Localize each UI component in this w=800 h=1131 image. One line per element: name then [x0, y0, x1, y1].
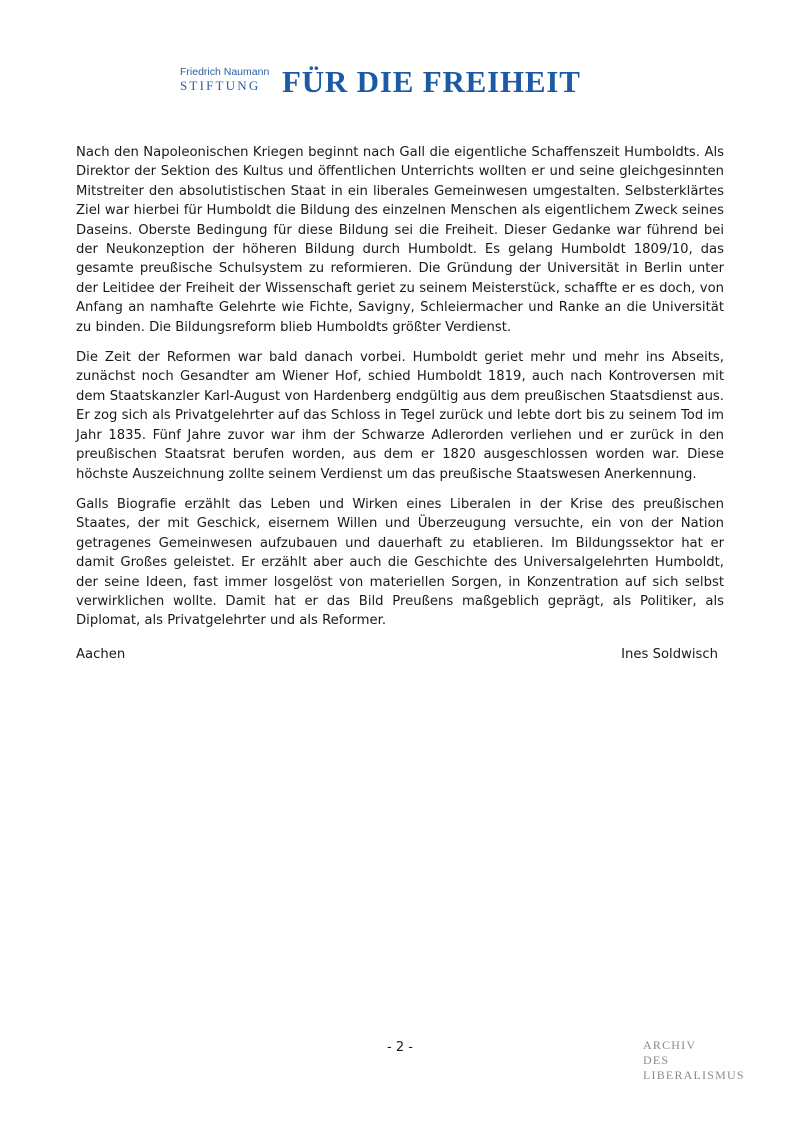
paragraph-3: Galls Biografie erzählt das Leben und Wirken eines Liberalen in der Krise des preußischen Staates, der mit Geschick, eisernem Willen und Überzeugung versuchte, ein von der Nation getragenes Gemeinwesen aufzubauen und dauerhaft zu etablieren. Im Bildungssektor hat er damit Großes geleistet. Er erzählt aber auch die Geschichte des Universalgelehrten Humboldt, der seine Ideen, fast immer losgelöst von materiellen Sorgen, in Konzentration auf sich selbst verwirklichen wollte. Damit hat er das Bild Preußens maßgeblich geprägt, als Politiker, als Diplomat, als Privatgelehrter und als Reformer.	[76, 496, 724, 629]
paragraph-2: Die Zeit der Reformen war bald danach vorbei. Humboldt geriet mehr und mehr ins Abseits, zunächst noch Gesandter am Wiener Hof, schied Humboldt 1819, auch nach Kontroversen mit dem Staatskanzler Karl-August von Hardenberg endgültig aus dem preußischen Staatsdienst aus. Er zog sich als Privatgelehrter auf das Schloss in Tegel zurück und lebte dort bis zu seinem Tod im Jahr 1835. Fünf Jahre zuvor war ihm der Schwarze Adlerorden verliehen und er zurück in den preußischen Staatsrat berufen worden, aus dem er 1820 ausgeschlossen worden war. Diese höchste Auszeichnung zollte seinem Verdienst um das preußische Staatswesen Anerkennung.	[76, 350, 724, 482]
archive-line-2: DES	[643, 1053, 670, 1067]
page-number: - 2 -	[387, 1040, 413, 1055]
document-body	[76, 143, 724, 664]
logo-main-text: FÜR DIE FREIHEIT	[282, 64, 581, 99]
logo-line-2: STIFTUNG	[180, 78, 261, 93]
signature-line	[76, 645, 724, 664]
logo-foundation-name	[180, 66, 276, 93]
logo-line-1: Friedrich Naumann	[180, 66, 270, 78]
archive-line-3: LIBERALISMUS	[643, 1068, 745, 1082]
archive-line-1: ARCHIV	[643, 1038, 697, 1052]
signature-author: Ines Soldwisch	[621, 646, 718, 662]
paragraph-1: Nach den Napoleonischen Kriegen beginnt nach Gall die eigentliche Schaffenszeit Humboldts. Als Direktor der Sektion des Kultus und öffentlichen Unterrichts wollten er und seine gleichgesinnten Mitstreiter den absolutistischen Staat in ein liberales Gemeinwesen umgestalten. Selbsterklärtes Ziel war hierbei für Humboldt die Bildung des einzelnen Menschen als eigentlichem Zweck seines Daseins. Oberste Bedingung für diese Bildung sei die Freiheit. Dieser Gedanke war führend bei der Neukonzeption der höheren Bildung durch Humboldt. Es gelang Humboldt 1809/10, das gesamte preußische Schulsystem zu reformieren. Die Gründung der Universität in Berlin unter der Leitidee der Freiheit der Wissenschaft geriet zu seinem Meisterstück, schaffte er es doch, von Anfang an namhafte Gelehrte wie Fichte, Savigny, Schleiermacher und Ranke an die Universität zu binden. Die Bildungsreform blieb Humboldts größter Verdienst.	[76, 145, 724, 335]
signature-place: Aachen	[76, 646, 126, 662]
archive-watermark	[643, 1038, 745, 1083]
